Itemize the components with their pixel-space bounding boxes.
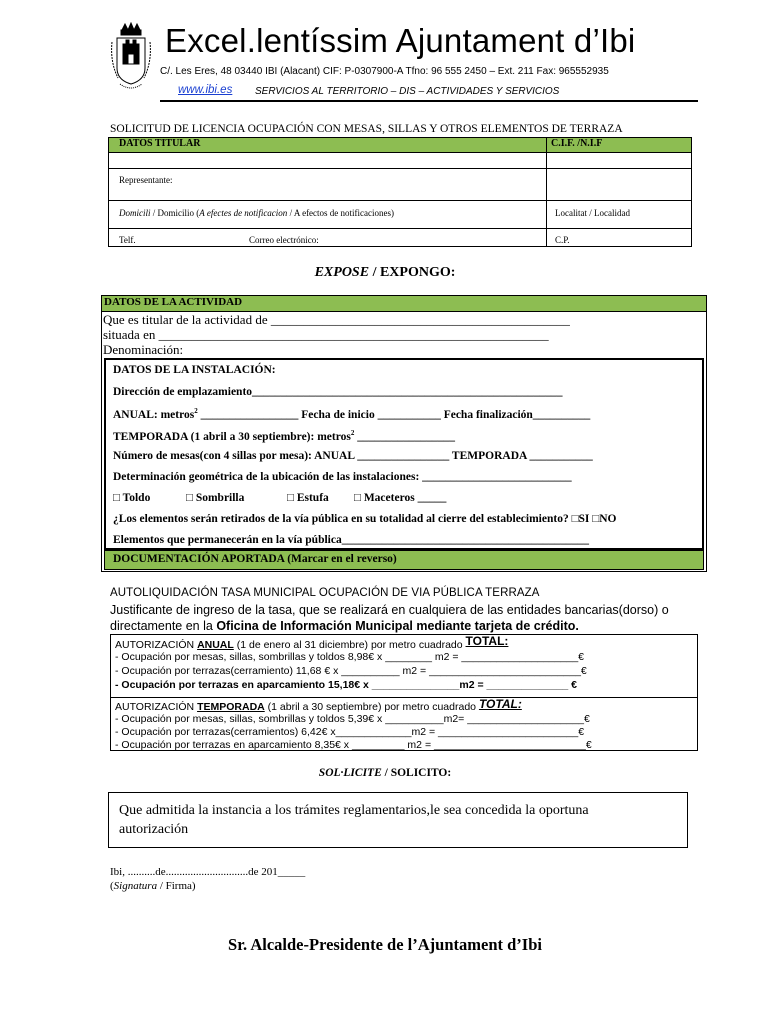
actividad-header [102, 296, 706, 312]
domicilio-label: / Domicilio ( [150, 208, 200, 218]
firma-label: / Firma) [157, 880, 196, 892]
firma-field[interactable]: (Signatura / Firma) [110, 880, 196, 892]
superscript: 2 [194, 407, 198, 415]
titular-table [108, 137, 692, 247]
cp-field[interactable]: C.P. [555, 235, 570, 245]
table-divider [109, 168, 691, 169]
actividad-situada-field[interactable]: situada en ____________________________________________________________ [103, 327, 549, 342]
anual-aparcamiento-row[interactable]: - Ocupación por terrazas en aparcamiento 15,18€ x _______________m2 = ______________ € [115, 679, 578, 691]
oficina-text-prefix: directamente en la [110, 619, 217, 633]
town-crest-logo [108, 22, 154, 94]
instalacion-section [104, 358, 704, 550]
anual-fechas-label: _________________ Fecha de inicio ___________ Fecha finalización__________ [197, 408, 591, 421]
total-label: TOTAL: [478, 697, 522, 711]
signatura-label: Signatura [113, 880, 158, 892]
fecha-field[interactable]: Ibi, ..........de..............................de 201_____ [110, 866, 306, 878]
form-title: SOLICITUD DE LICENCIA OCUPACIÓN CON MESAS, SILLAS Y OTROS ELEMENTOS DE TERRAZA [110, 123, 623, 135]
temporada-aparcamiento-row[interactable]: - Ocupación por terrazas en aparcamiento 8,35€ x _________ m2 = __________________________€ [115, 739, 592, 751]
anual-metros-field[interactable] [113, 407, 590, 421]
total-label: TOTAL: [465, 634, 509, 648]
documentacion-label: DOCUMENTACIÓN APORTADA (Marcar en el reverso) [113, 553, 397, 565]
direccion-field[interactable]: Dirección de emplazamiento______________________________________________________ [113, 386, 563, 398]
anual-title [115, 634, 509, 651]
anual-periodo-label: (1 de enero al 31 diciembre) por metro cuadrado [233, 639, 466, 651]
maceteros-checkbox[interactable]: □ Maceteros _____ [354, 492, 447, 504]
notificacion-label: A efectes de notificacion [199, 208, 288, 218]
temporada-label: TEMPORADA [197, 701, 265, 713]
temporada-cerramiento-row[interactable]: - Ocupación por terrazas(cerramientos) 6,42€ x_____________m2 = ________________________€ [115, 726, 585, 738]
autoliquidacion-title: AUTOLIQUIDACIÓN TASA MUNICIPAL OCUPACIÓN DE VIA PÚBLICA TERRAZA [110, 587, 540, 599]
expose-heading [0, 265, 770, 281]
actividad-titular-field[interactable]: Que es titular de la actividad de ______________________________________________ [103, 312, 570, 327]
titular-header [109, 138, 691, 153]
justificante-text: Justificante de ingreso de la tasa, que se realizará en cualquiera de las entidades bancarias(dorso) o [110, 603, 669, 617]
page-title: Excel.lentíssim Ajuntament d’Ibi [165, 22, 636, 59]
anual-metros-label: ANUAL: metros [113, 408, 195, 421]
actividad-header-label: DATOS DE LA ACTIVIDAD [104, 296, 243, 308]
documentacion-bar [104, 550, 704, 570]
oficina-text-bold: Oficina de Información Municipal mediante tarjeta de crédito. [216, 619, 579, 633]
solicitud-text-box [108, 792, 688, 848]
anual-mesas-row[interactable]: - Ocupación por mesas, sillas, sombrillas y toldos 8,98€ x ________ m2 = ____________________€ [115, 651, 585, 663]
titular-header-label: DATOS TITULAR [119, 138, 201, 149]
determinacion-field[interactable]: Determinación geométrica de la ubicación de las instalaciones: __________________________ [113, 471, 572, 483]
correo-field[interactable]: Correo electrónico: [249, 235, 319, 245]
tasas-table [110, 634, 698, 751]
temporada-title [115, 699, 522, 713]
anual-cerramiento-row[interactable]: - Ocupación por terrazas(cerramiento) 11,68 € x __________ m2 = __________________________€ [115, 665, 587, 677]
addressee: Sr. Alcalde-Presidente de l’Ajuntament d’Ibi [228, 935, 542, 954]
cif-header-label: C.I.F. /N.I.F [551, 138, 603, 149]
notificaciones-label: / A efectos de notificaciones) [287, 208, 395, 218]
permanecen-field[interactable]: Elementos que permanecerán en la vía pública___________________________________________ [113, 534, 589, 546]
contact-address: C/. Les Eres, 48 03440 IBI (Alacant) CIF: P-0307900-A Tfno: 96 555 2450 – Ext. 211 Fax: 965552935 [160, 66, 609, 77]
temporada-blank: _________________ [354, 430, 455, 443]
localidad-field[interactable]: Localitat / Localidad [555, 208, 630, 218]
instalacion-title: DATOS DE LA INSTALACIÓN: [113, 364, 276, 376]
solicito-heading [0, 767, 770, 779]
temporada-metros-field[interactable] [113, 429, 455, 443]
estufa-checkbox[interactable]: □ Estufa [287, 492, 329, 504]
anual-label: ANUAL [197, 639, 234, 651]
solicitud-text: Que admitida la instancia a los trámites reglamentarios,le sea concedida la oportuna autorización [119, 803, 589, 837]
temporada-periodo-label: (1 abril a 30 septiembre) por metro cuadrado [264, 701, 479, 713]
expose-label-ca: EXPOSE [314, 265, 370, 280]
expose-label-es: / EXPONGO: [369, 265, 456, 280]
table-divider [546, 138, 547, 246]
oficina-text [110, 619, 579, 633]
header-divider [160, 100, 698, 102]
autorizacion-label: AUTORIZACIÓN [115, 639, 198, 651]
retirados-question[interactable]: ¿Los elementos serán retirados de la vía pública en su totalidad al cierre del establecimiento? □SI □NO [113, 513, 617, 525]
toldo-checkbox[interactable]: □ Toldo [113, 492, 151, 504]
temporada-mesas-row[interactable]: - Ocupación por mesas, sillas, sombrillas y toldos 5,39€ x __________m2= ____________________€ [115, 713, 590, 725]
domicilio-field[interactable] [119, 208, 394, 218]
representante-field[interactable]: Representante: [119, 175, 173, 185]
solicito-label-ca: SOL·LICITE [318, 767, 382, 779]
sombrilla-checkbox[interactable]: □ Sombrilla [186, 492, 245, 504]
actividad-denominacion-field[interactable]: Denominación: [103, 342, 184, 357]
temporada-metros-label: TEMPORADA (1 abril a 30 septiembre): metros [113, 430, 351, 443]
tasas-divider [111, 697, 697, 698]
domicili-label: Domicili [119, 208, 151, 218]
superscript: 2 [350, 429, 355, 437]
website-link[interactable]: www.ibi.es [178, 84, 233, 96]
numero-mesas-field[interactable]: Número de mesas(con 4 sillas por mesa): ANUAL ________________ TEMPORADA ___________ [113, 450, 593, 462]
department-services: SERVICIOS AL TERRITORIO – DIS – ACTIVIDADES Y SERVICIOS [255, 86, 560, 97]
actividad-section [101, 295, 707, 572]
table-divider [109, 200, 691, 201]
telefono-field[interactable]: Telf. [119, 235, 136, 245]
table-divider [109, 228, 691, 229]
solicito-label-es: / SOLICITO: [381, 767, 452, 779]
autorizacion-label: AUTORIZACIÓN [115, 701, 198, 713]
